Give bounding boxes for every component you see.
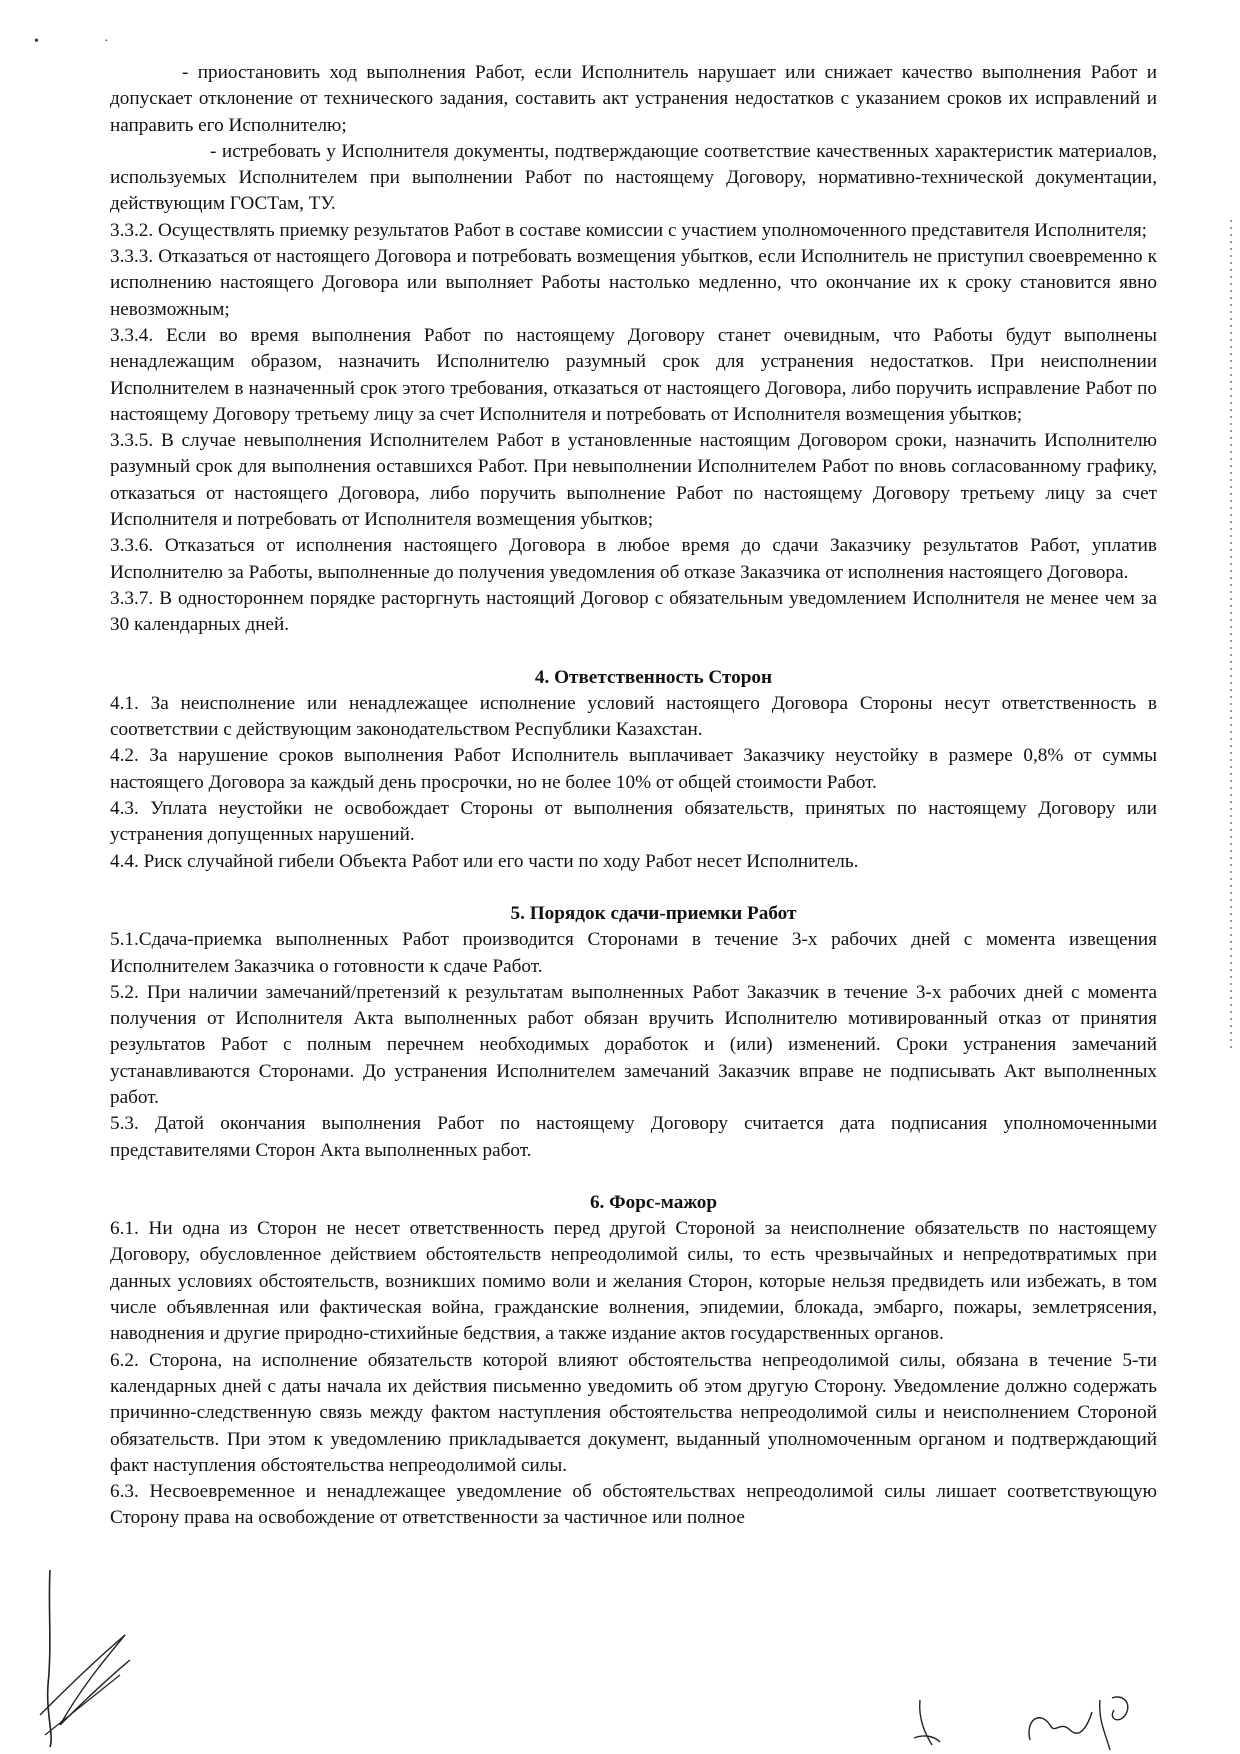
- handwritten-initials: [900, 1690, 1150, 1754]
- paragraph: - приостановить ход выполнения Работ, если Исполнитель нарушает или снижает качество выполнения Работ и допускает отклонение от технического задания, составить акт устранения недостатков с указанием сроков их исправлений и направить его Исполнителю;: [110, 62, 1157, 136]
- paragraph: - истребовать у Исполнителя документы, подтверждающие соответствие качественных характеристик материалов, используемых Исполнителем при выполнении Работ по настоящему Договору, нормативно-технической документации, действующим ГОСТам, ТУ.: [110, 140, 1157, 215]
- clause-3-3-2: 3.3.2. Осуществлять приемку результатов Работ в составе комиссии с участием уполномоченного представителя Исполнителя;: [110, 219, 1147, 241]
- clause-4-2: 4.2. За нарушение сроков выполнения Работ Исполнитель выплачивает Заказчику неустойку в размере 0,8% от суммы настоящего Договора за каждый день просрочки, но не более 10% от общей стоимости Работ.: [110, 745, 1157, 793]
- clause-4-4: 4.4. Риск случайной гибели Объекта Работ или его части по ходу Работ несет Исполнитель.: [110, 850, 859, 872]
- scan-edge-artifact: [1230, 220, 1232, 1050]
- clause-5-2: 5.2. При наличии замечаний/претензий к результатам выполненных Работ Заказчик в течение 3-х рабочих дней с момента получения от Исполнителя Акта выполненных работ обязан вручить Исполнителю мотивированный отказ от принятия результатов Работ с полным перечнем необходимых доработок и (или) изменений. Сроки устранения замечаний устанавливаются Сторонами. До устранения Исполнителем замечаний Заказчик вправе не подписывать Акт выполненных работ.: [110, 981, 1157, 1108]
- clause-3-3-5: 3.3.5. В случае невыполнения Исполнителем Работ в установленные настоящим Договором сроки, назначить Исполнителю разумный срок для выполнения оставшихся Работ. При невыполнении Исполнителем Работ по вновь согласованному графику, отказаться от настоящего Договора, либо поручить выполнение Работ по настоящему Договору третьему лицу за счет Исполнителя и потребовать от Исполнителя возмещения убытков;: [110, 430, 1157, 531]
- clause-3-3-7: 3.3.7. В одностороннем порядке расторгнуть настоящий Договор с обязательным уведомлением Исполнителя не менее чем за 30 календарных дней.: [110, 587, 1157, 636]
- clause-5-1: 5.1.Сдача-приемка выполненных Работ производится Сторонами в течение 3-х рабочих дней с момента извещения Исполнителем Заказчика о готовности к сдаче Работ.: [110, 929, 1157, 977]
- section-heading-4: 4. Ответственность Сторон: [534, 666, 773, 688]
- clause-4-1: 4.1. За неисполнение или ненадлежащее исполнение условий настоящего Договора Стороны несут ответственность в соответствии с действующим законодательством Республики Казахстан.: [110, 692, 1157, 741]
- clause-5-3: 5.3. Датой окончания выполнения Работ по настоящему Договору считается дата подписания уполномоченными представителями Сторон Акта выполненных работ.: [110, 1113, 1157, 1161]
- clause-6-2: 6.2. Сторона, на исполнение обязательств которой влияют обстоятельства непреодолимой силы, обязана в течение 5-ти календарных дней с даты начала их действия письменно уведомить об этом другую Сторону. Уведомление должно содержать причинно-следственную связь между фактом наступления обстоятельства непреодолимой силы и неисполнением Стороной обязательств. При этом к уведомлению прикладывается документ, выданный уполномоченным органом и подтверждающий факт наступления обстоятельства непреодолимой силы.: [110, 1349, 1157, 1476]
- scan-artifact-mark: ·: [104, 34, 109, 49]
- clause-6-3: 6.3. Несвоевременное и ненадлежащее уведомление об обстоятельствах непреодолимой силы лишает соответствующую Сторону права на освобождение от ответственности за частичное или полное: [110, 1481, 1157, 1529]
- scan-artifact-mark: •: [34, 34, 39, 49]
- section-heading-6: 6. Форс-мажор: [589, 1191, 718, 1213]
- clause-4-3: 4.3. Уплата неустойки не освобождает Стороны от выполнения обязательств, принятых по настоящему Договору или устранения допущенных нарушений.: [110, 798, 1157, 846]
- clause-3-3-3: 3.3.3. Отказаться от настоящего Договора и потребовать возмещения убытков, если Исполнитель не приступил своевременно к исполнению настоящего Договора или выполняет Работы настолько медленно, что окончание их к сроку становится явно невозможным;: [110, 246, 1157, 320]
- section-heading-5: 5. Порядок сдачи-приемки Работ: [510, 902, 797, 924]
- clause-3-3-4: 3.3.4. Если во время выполнения Работ по настоящему Договору станет очевидным, что Работы будут выполнены ненадлежащим образом, назначить Исполнителю разумный срок для устранения недостатков. При неисполнении Исполнителем в назначенный срок этого требования, отказаться от настоящего Договора, либо поручить исправление Работ по настоящему Договору третьему лицу за счет Исполнителя и потребовать от Исполнителя возмещения убытков;: [110, 324, 1157, 425]
- contract-page: [110, 60, 1157, 1532]
- clause-3-3-6: 3.3.6. Отказаться от исполнения настоящего Договора в любое время до сдачи Заказчику результатов Работ, уплатив Исполнителю за Работы, выполненные до получения уведомления об отказе Заказчика от исполнения настоящего Договора.: [110, 535, 1157, 583]
- clause-6-1: 6.1. Ни одна из Сторон не несет ответственность перед другой Стороной за неисполнение обязательств по настоящему Договору, обусловленное действием обстоятельств непреодолимой силы, то есть чрезвычайных и непредотвратимых при данных условиях обстоятельств, возникших помимо воли и желания Сторон, которые нельзя предвидеть или избежать, в том числе объявленная или фактическая война, гражданские волнения, эпидемии, блокада, эмбарго, пожары, землетрясения, наводнения и другие природно-стихийные бедствия, а также издание актов государственных органов.: [110, 1218, 1157, 1345]
- handwritten-signature-left: [30, 1565, 140, 1750]
